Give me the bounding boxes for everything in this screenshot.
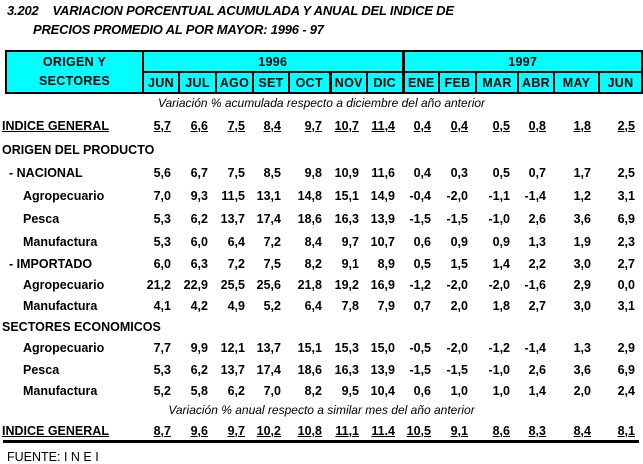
- value-cell: 11,4: [371, 119, 395, 133]
- title-line-2: PRECIOS PROMEDIO AL POR MAYOR: 1996 - 97: [33, 22, 324, 37]
- value-cell: 6,2: [227, 383, 245, 398]
- value-cell: 2,0: [573, 383, 591, 398]
- value-cell: -1,5: [409, 211, 431, 226]
- value-cell: 10,9: [334, 165, 359, 180]
- row-label: INDICE GENERAL: [2, 119, 109, 133]
- caption-text: Variación % acumulada respecto a diciembre del año anterior: [157, 96, 486, 110]
- value-cell: 14,8: [297, 188, 322, 203]
- value-cell: 2,7: [528, 298, 546, 313]
- row-label: Manufactura: [23, 234, 98, 249]
- value-cell: 21,2: [146, 277, 171, 292]
- month-header-jul96: JUL: [179, 72, 216, 93]
- row-label: Pesca: [23, 211, 60, 226]
- value-cell: 0,5: [492, 165, 510, 180]
- value-cell: 8,4: [573, 424, 591, 438]
- table-row: [0, 274, 643, 295]
- value-cell: 16,9: [370, 277, 395, 292]
- value-cell: 8,2: [304, 383, 322, 398]
- value-cell: -2,0: [488, 277, 510, 292]
- value-cell: 11,6: [371, 165, 395, 180]
- month-header-jun96: JUN: [143, 72, 179, 93]
- table-row: [0, 337, 643, 359]
- value-cell: 10,8: [297, 424, 322, 438]
- value-cell: 9,8: [304, 165, 322, 180]
- value-cell: 6,0: [190, 234, 208, 249]
- value-cell: 1,4: [492, 256, 510, 271]
- value-cell: 1,8: [573, 119, 591, 133]
- row-label: Agropecuario: [23, 188, 105, 203]
- value-cell: 0,4: [413, 165, 431, 180]
- value-cell: 8,2: [304, 256, 322, 271]
- value-cell: 18,6: [297, 363, 322, 377]
- month-header-jun97: JUN: [599, 72, 642, 93]
- value-cell: 2,9: [573, 277, 591, 292]
- value-cell: 11,5: [221, 188, 245, 203]
- value-cell: -1,2: [488, 341, 510, 355]
- value-cell: 0,0: [617, 277, 635, 292]
- value-cell: 3,6: [573, 211, 591, 226]
- value-cell: -2,0: [446, 188, 468, 203]
- value-cell: 2,3: [617, 234, 635, 249]
- value-cell: 8,5: [263, 165, 281, 180]
- value-cell: 13,7: [256, 341, 281, 355]
- value-cell: 8,1: [617, 424, 635, 438]
- value-cell: 1,3: [573, 341, 591, 355]
- value-cell: 2,4: [617, 383, 635, 398]
- value-cell: 2,5: [617, 165, 635, 180]
- value-cell: 2,2: [528, 256, 546, 271]
- value-cell: 5,2: [263, 298, 281, 313]
- value-cell: 12,1: [220, 341, 245, 355]
- row-label: - IMPORTADO: [9, 256, 93, 271]
- table-body: [0, 92, 643, 443]
- value-cell: 0,3: [450, 165, 468, 180]
- value-cell: 9,3: [190, 188, 208, 203]
- value-cell: 9,1: [341, 256, 359, 271]
- value-cell: 4,1: [153, 298, 171, 313]
- value-cell: 7,9: [377, 298, 395, 313]
- value-cell: 7,8: [341, 298, 359, 313]
- value-cell: 6,9: [617, 211, 635, 226]
- value-cell: 0,6: [413, 383, 431, 398]
- row-label: Agropecuario: [23, 277, 105, 292]
- row-label: Manufactura: [23, 383, 98, 398]
- value-cell: 10,7: [334, 119, 359, 133]
- value-cell: 18,6: [297, 211, 322, 226]
- value-cell: 9,9: [190, 341, 208, 355]
- value-cell: 13,1: [256, 188, 281, 203]
- table-row: [0, 381, 643, 400]
- value-cell: 9,6: [190, 424, 208, 438]
- value-cell: 0,8: [528, 119, 546, 133]
- value-cell: 16,3: [334, 211, 359, 226]
- page-title: [7, 3, 454, 37]
- value-cell: 6,2: [190, 363, 208, 377]
- value-cell: 0,9: [450, 234, 468, 249]
- value-cell: 17,4: [256, 211, 281, 226]
- value-cell: 8,4: [263, 119, 281, 133]
- value-cell: 25,5: [220, 277, 245, 292]
- table-row: [0, 253, 643, 274]
- value-cell: 10,5: [406, 424, 431, 438]
- value-cell: -1,5: [446, 363, 468, 377]
- value-cell: 0,6: [413, 234, 431, 249]
- value-cell: 0,4: [450, 119, 468, 133]
- value-cell: 7,5: [227, 165, 245, 180]
- value-cell: 14,9: [370, 188, 395, 203]
- value-cell: 5,8: [190, 383, 208, 398]
- value-cell: 1,0: [492, 383, 510, 398]
- value-cell: 10,4: [370, 383, 395, 398]
- month-header-mar97: MAR: [476, 72, 518, 93]
- value-cell: -1,5: [446, 211, 468, 226]
- value-cell: 5,3: [153, 234, 171, 249]
- value-cell: 2,7: [617, 256, 635, 271]
- month-header-oct96: OCT: [289, 72, 330, 93]
- value-cell: 1,0: [450, 383, 468, 398]
- value-cell: 4,9: [227, 298, 245, 313]
- value-cell: 1,2: [573, 188, 591, 203]
- value-cell: -1,5: [409, 363, 431, 377]
- table-row: [0, 295, 643, 316]
- value-cell: 6,4: [227, 234, 245, 249]
- value-cell: 5,3: [153, 211, 171, 226]
- value-cell: 7,7: [153, 341, 171, 355]
- value-cell: 13,9: [370, 363, 395, 377]
- value-cell: 6,9: [617, 363, 635, 377]
- corner-label-line2: SECTORES: [39, 74, 110, 88]
- value-cell: 15,1: [334, 188, 359, 203]
- source-note: FUENTE: I N E I: [7, 450, 99, 464]
- value-cell: 19,2: [334, 277, 359, 292]
- value-cell: 1,4: [528, 383, 546, 398]
- value-cell: 10,2: [256, 424, 281, 438]
- value-cell: 3,6: [573, 363, 591, 377]
- value-cell: -0,5: [409, 341, 431, 355]
- table-row: [0, 138, 643, 161]
- row-label: Pesca: [23, 363, 60, 377]
- caption-text: Variación % anual respecto a similar mes del año anterior: [168, 402, 475, 417]
- value-cell: -1,1: [488, 188, 510, 203]
- year-header-1997: 1997: [403, 51, 642, 72]
- value-cell: 1,5: [450, 256, 468, 271]
- value-cell: -1,6: [524, 277, 546, 292]
- value-cell: 2,9: [617, 341, 635, 355]
- value-cell: -1,4: [524, 341, 546, 355]
- value-cell: 7,5: [263, 256, 281, 271]
- value-cell: 10,7: [370, 234, 395, 249]
- value-cell: 8,9: [377, 256, 395, 271]
- value-cell: 4,2: [190, 298, 208, 313]
- value-cell: -1,2: [409, 277, 431, 292]
- value-cell: 6,3: [190, 256, 208, 271]
- value-cell: 25,6: [256, 277, 281, 292]
- value-cell: 1,7: [573, 165, 591, 180]
- value-cell: 15,1: [297, 341, 322, 355]
- value-cell: 1,8: [492, 298, 510, 313]
- month-header-ago96: AGO: [216, 72, 253, 93]
- value-cell: 3,1: [617, 188, 635, 203]
- value-cell: 2,5: [617, 119, 635, 133]
- value-cell: 0,5: [492, 119, 510, 133]
- month-header-nov96: NOV: [330, 72, 367, 93]
- value-cell: 13,9: [370, 211, 395, 226]
- table-row: [0, 114, 643, 138]
- value-cell: 8,6: [492, 424, 510, 438]
- value-cell: 1,3: [528, 234, 546, 249]
- bottom-rule: [3, 440, 639, 443]
- value-cell: 6,2: [190, 211, 208, 226]
- value-cell: 9,7: [304, 119, 322, 133]
- month-header-dic96: DIC: [367, 72, 403, 93]
- value-cell: 7,0: [263, 383, 281, 398]
- table-header: [5, 50, 643, 94]
- value-cell: -1,0: [488, 363, 510, 377]
- value-cell: 5,6: [153, 165, 171, 180]
- value-cell: 6,0: [153, 256, 171, 271]
- value-cell: 9,5: [341, 383, 359, 398]
- month-header-set96: SET: [253, 72, 289, 93]
- value-cell: 5,3: [153, 363, 171, 377]
- value-cell: 7,2: [227, 256, 245, 271]
- corner-header-cell: [6, 51, 143, 93]
- month-header-may97: MAY: [554, 72, 599, 93]
- value-cell: 3,1: [617, 298, 635, 313]
- row-label: ORIGEN DEL PRODUCTO: [2, 142, 155, 157]
- title-line-1: VARIACION PORCENTUAL ACUMULADA Y ANUAL DEL INDICE DE: [52, 3, 454, 18]
- value-cell: -2,0: [446, 341, 468, 355]
- value-cell: 7,5: [227, 119, 245, 133]
- value-cell: 8,4: [304, 234, 322, 249]
- row-label: Agropecuario: [23, 341, 105, 355]
- value-cell: 9,7: [341, 234, 359, 249]
- value-cell: 16,3: [334, 363, 359, 377]
- value-cell: 3,0: [573, 256, 591, 271]
- value-cell: 6,4: [304, 298, 322, 313]
- value-cell: 1,9: [573, 234, 591, 249]
- value-cell: 0,5: [413, 256, 431, 271]
- value-cell: 2,6: [528, 211, 546, 226]
- value-cell: 5,2: [153, 383, 171, 398]
- value-cell: 7,0: [153, 188, 171, 203]
- table-caption-row: [0, 92, 643, 114]
- value-cell: 9,7: [227, 424, 245, 438]
- value-cell: 9,1: [450, 424, 468, 438]
- table-row: [0, 359, 643, 381]
- table-row: [0, 207, 643, 230]
- value-cell: 11.4: [371, 424, 395, 438]
- value-cell: 2,6: [528, 363, 546, 377]
- row-label: INDICE GENERAL: [2, 424, 109, 438]
- row-label: SECTORES ECONOMICOS: [2, 319, 161, 334]
- month-header-ene97: ENE: [403, 72, 439, 93]
- value-cell: 3,0: [573, 298, 591, 313]
- value-cell: 0,7: [528, 165, 546, 180]
- table-number: 3.202: [7, 3, 39, 18]
- value-cell: 0,7: [413, 298, 431, 313]
- value-cell: 13,7: [220, 211, 245, 226]
- value-cell: -0,4: [409, 188, 431, 203]
- table-row: [0, 161, 643, 184]
- value-cell: 6,7: [190, 165, 208, 180]
- value-cell: 0,4: [413, 119, 431, 133]
- value-cell: 6,6: [190, 119, 208, 133]
- value-cell: 7,2: [263, 234, 281, 249]
- value-cell: 15,3: [334, 341, 359, 355]
- value-cell: 2,0: [450, 298, 468, 313]
- value-cell: 8,3: [528, 424, 546, 438]
- value-cell: 11,1: [335, 424, 359, 438]
- row-label: Manufactura: [23, 298, 98, 313]
- value-cell: -1,4: [524, 188, 546, 203]
- value-cell: 17,4: [256, 363, 281, 377]
- table-row: [0, 230, 643, 253]
- month-header-abr97: ABR: [518, 72, 554, 93]
- value-cell: 21,8: [297, 277, 322, 292]
- table-row: [0, 316, 643, 337]
- table-row: [0, 184, 643, 207]
- year-header-1996: 1996: [143, 51, 403, 72]
- month-header-feb97: FEB: [439, 72, 476, 93]
- value-cell: 22,9: [183, 277, 208, 292]
- value-cell: -2,0: [446, 277, 468, 292]
- value-cell: 15,0: [370, 341, 395, 355]
- value-cell: 8,7: [153, 424, 171, 438]
- value-cell: 5,7: [153, 119, 171, 133]
- value-cell: 0,9: [492, 234, 510, 249]
- corner-label-line1: ORIGEN Y: [42, 55, 107, 69]
- value-cell: -1,0: [488, 211, 510, 226]
- row-label: - NACIONAL: [9, 165, 83, 180]
- table-caption-row: [0, 400, 643, 419]
- value-cell: 13,7: [220, 363, 245, 377]
